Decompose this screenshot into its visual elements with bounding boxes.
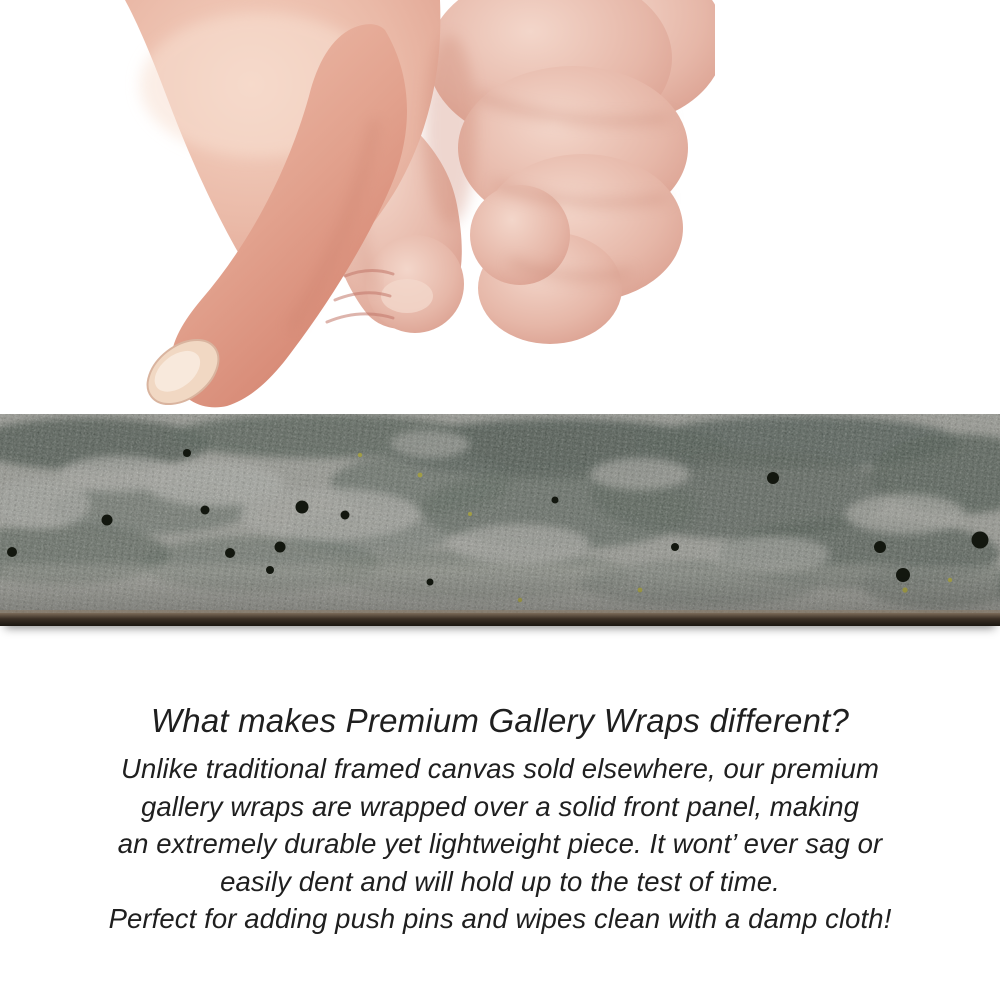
- body-line-4: easily dent and will hold up to the test of time.: [220, 865, 780, 897]
- bottom-shading: [0, 572, 1000, 613]
- copy-block: [0, 700, 1000, 938]
- hand-photo: [55, 0, 715, 432]
- panel-edge: [0, 613, 1000, 626]
- body-line-3: an extremely durable yet lightweight piece. It wont’ ever sag or: [117, 828, 883, 859]
- body-line-5: Perfect for adding push pins and wipes clean with a damp cloth!: [108, 903, 892, 934]
- canvas-edge-strip: [0, 414, 1000, 626]
- body-line-1: Unlike traditional framed canvas sold elsewhere, our premium: [120, 753, 879, 784]
- headline: What makes Premium Gallery Wraps different?: [150, 702, 850, 739]
- body-line-2: gallery wraps are wrapped over a solid front panel, making: [140, 790, 860, 822]
